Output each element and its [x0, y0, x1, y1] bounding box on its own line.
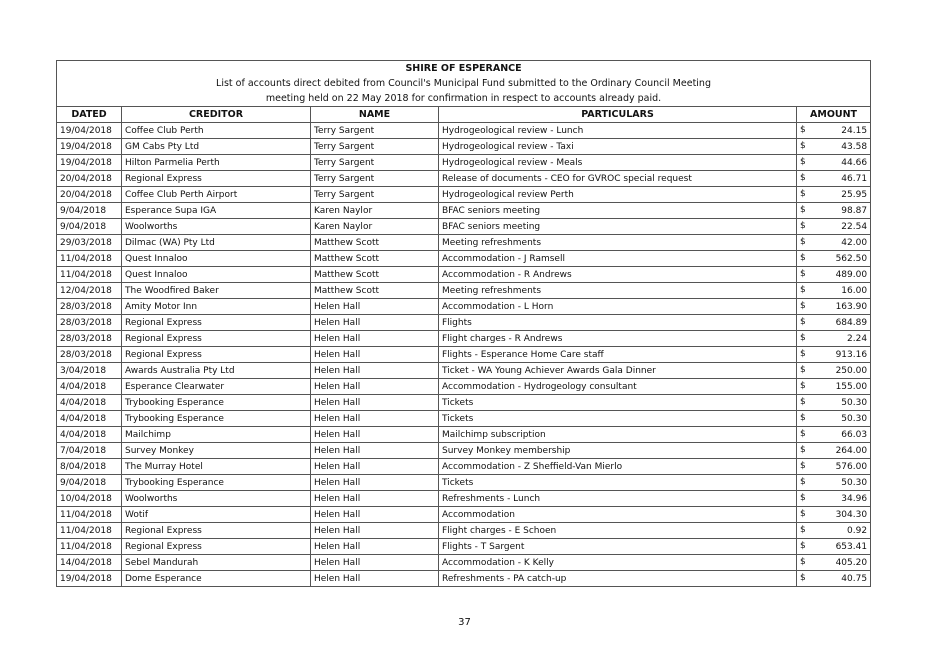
cell-name: Matthew Scott [311, 235, 439, 251]
cell-name: Helen Hall [311, 379, 439, 395]
amount-value: 489.00 [835, 269, 868, 280]
cell-amount [797, 315, 871, 331]
amount-value: 50.30 [841, 413, 868, 424]
cell-amount [797, 539, 871, 555]
cell-creditor: Esperance Clearwater [122, 379, 311, 395]
cell-creditor: Dome Esperance [122, 571, 311, 587]
currency-symbol: $ [800, 125, 806, 135]
cell-creditor: Regional Express [122, 331, 311, 347]
cell-name: Matthew Scott [311, 267, 439, 283]
amount-value: 250.00 [835, 365, 868, 376]
cell-particulars: Accommodation - K Kelly [439, 555, 797, 571]
cell-amount [797, 507, 871, 523]
currency-symbol: $ [800, 461, 806, 471]
cell-creditor: The Murray Hotel [122, 459, 311, 475]
table-row [57, 475, 871, 491]
table-row [57, 411, 871, 427]
table-row [57, 155, 871, 171]
cell-dated: 4/04/2018 [57, 411, 122, 427]
cell-name: Terry Sargent [311, 123, 439, 139]
cell-dated: 9/04/2018 [57, 219, 122, 235]
cell-name: Helen Hall [311, 395, 439, 411]
cell-creditor: Trybooking Esperance [122, 475, 311, 491]
currency-symbol: $ [800, 525, 806, 535]
table-row [57, 443, 871, 459]
cell-name: Helen Hall [311, 411, 439, 427]
cell-name: Helen Hall [311, 299, 439, 315]
amount-value: 50.30 [841, 477, 868, 488]
cell-particulars: Refreshments - PA catch-up [439, 571, 797, 587]
cell-dated: 19/04/2018 [57, 139, 122, 155]
cell-name: Terry Sargent [311, 187, 439, 203]
cell-dated: 9/04/2018 [57, 203, 122, 219]
cell-creditor: Regional Express [122, 539, 311, 555]
cell-particulars: Flights - Esperance Home Care staff [439, 347, 797, 363]
currency-symbol: $ [800, 397, 806, 407]
column-header-particulars: PARTICULARS [439, 107, 797, 123]
currency-symbol: $ [800, 349, 806, 359]
cell-creditor: Trybooking Esperance [122, 411, 311, 427]
cell-dated: 7/04/2018 [57, 443, 122, 459]
cell-creditor: Coffee Club Perth Airport [122, 187, 311, 203]
cell-particulars: Tickets [439, 395, 797, 411]
cell-name: Terry Sargent [311, 171, 439, 187]
cell-particulars: Tickets [439, 411, 797, 427]
cell-particulars: Accommodation - Z Sheffield-Van Mierlo [439, 459, 797, 475]
report-subtitle-line1: List of accounts direct debited from Council's Municipal Fund submitted to the Ordinary Council Meeting [57, 76, 871, 91]
cell-creditor: Wotif [122, 507, 311, 523]
cell-name: Karen Naylor [311, 219, 439, 235]
cell-name: Matthew Scott [311, 283, 439, 299]
table-row [57, 203, 871, 219]
cell-dated: 4/04/2018 [57, 395, 122, 411]
cell-creditor: Woolworths [122, 219, 311, 235]
column-header-amount: AMOUNT [797, 107, 871, 123]
cell-amount [797, 251, 871, 267]
cell-particulars: Mailchimp subscription [439, 427, 797, 443]
cell-amount [797, 155, 871, 171]
cell-creditor: Survey Monkey [122, 443, 311, 459]
cell-name: Helen Hall [311, 427, 439, 443]
cell-amount [797, 123, 871, 139]
currency-symbol: $ [800, 157, 806, 167]
cell-amount [797, 427, 871, 443]
cell-particulars: Refreshments - Lunch [439, 491, 797, 507]
currency-symbol: $ [800, 253, 806, 263]
column-header-name: NAME [311, 107, 439, 123]
currency-symbol: $ [800, 205, 806, 215]
cell-creditor: GM Cabs Pty Ltd [122, 139, 311, 155]
cell-creditor: Esperance Supa IGA [122, 203, 311, 219]
cell-particulars: Hydrogeological review Perth [439, 187, 797, 203]
cell-particulars: Accommodation - J Ramsell [439, 251, 797, 267]
column-header-row [57, 107, 871, 123]
cell-dated: 11/04/2018 [57, 267, 122, 283]
cell-particulars: Hydrogeological review - Lunch [439, 123, 797, 139]
amount-value: 16.00 [841, 285, 868, 296]
cell-dated: 28/03/2018 [57, 315, 122, 331]
cell-creditor: Awards Australia Pty Ltd [122, 363, 311, 379]
cell-amount [797, 411, 871, 427]
amount-value: 0.92 [847, 525, 868, 536]
amount-value: 44.66 [841, 157, 868, 168]
table-row [57, 395, 871, 411]
amount-value: 42.00 [841, 237, 868, 248]
cell-dated: 12/04/2018 [57, 283, 122, 299]
cell-name: Helen Hall [311, 571, 439, 587]
cell-particulars: Accommodation [439, 507, 797, 523]
cell-particulars: BFAC seniors meeting [439, 219, 797, 235]
cell-amount [797, 171, 871, 187]
cell-creditor: Dilmac (WA) Pty Ltd [122, 235, 311, 251]
cell-amount [797, 491, 871, 507]
cell-dated: 11/04/2018 [57, 539, 122, 555]
cell-particulars: BFAC seniors meeting [439, 203, 797, 219]
cell-dated: 19/04/2018 [57, 123, 122, 139]
currency-symbol: $ [800, 173, 806, 183]
currency-symbol: $ [800, 333, 806, 343]
cell-dated: 28/03/2018 [57, 331, 122, 347]
currency-symbol: $ [800, 557, 806, 567]
cell-dated: 20/04/2018 [57, 187, 122, 203]
cell-creditor: Mailchimp [122, 427, 311, 443]
cell-creditor: Amity Motor Inn [122, 299, 311, 315]
cell-particulars: Accommodation - Hydrogeology consultant [439, 379, 797, 395]
cell-particulars: Hydrogeological review - Taxi [439, 139, 797, 155]
cell-creditor: Regional Express [122, 347, 311, 363]
currency-symbol: $ [800, 189, 806, 199]
report-subtitle-line2: meeting held on 22 May 2018 for confirmation in respect to accounts already paid. [57, 91, 871, 107]
amount-value: 264.00 [835, 445, 868, 456]
currency-symbol: $ [800, 381, 806, 391]
cell-dated: 11/04/2018 [57, 507, 122, 523]
cell-amount [797, 187, 871, 203]
cell-name: Helen Hall [311, 491, 439, 507]
column-header-creditor: CREDITOR [122, 107, 311, 123]
currency-symbol: $ [800, 269, 806, 279]
cell-creditor: Quest Innaloo [122, 267, 311, 283]
cell-name: Helen Hall [311, 475, 439, 491]
accounts-table [56, 60, 871, 587]
cell-dated: 10/04/2018 [57, 491, 122, 507]
cell-dated: 29/03/2018 [57, 235, 122, 251]
report-title: SHIRE OF ESPERANCE [57, 61, 871, 77]
currency-symbol: $ [800, 237, 806, 247]
table-row [57, 219, 871, 235]
cell-dated: 20/04/2018 [57, 171, 122, 187]
cell-name: Helen Hall [311, 523, 439, 539]
cell-name: Helen Hall [311, 459, 439, 475]
cell-particulars: Ticket - WA Young Achiever Awards Gala Dinner [439, 363, 797, 379]
currency-symbol: $ [800, 141, 806, 151]
cell-creditor: Coffee Club Perth [122, 123, 311, 139]
table-row [57, 507, 871, 523]
amount-value: 66.03 [841, 429, 868, 440]
cell-name: Terry Sargent [311, 155, 439, 171]
currency-symbol: $ [800, 509, 806, 519]
table-row [57, 171, 871, 187]
cell-name: Helen Hall [311, 315, 439, 331]
cell-amount [797, 139, 871, 155]
cell-amount [797, 363, 871, 379]
cell-creditor: The Woodfired Baker [122, 283, 311, 299]
cell-dated: 4/04/2018 [57, 379, 122, 395]
currency-symbol: $ [800, 573, 806, 583]
currency-symbol: $ [800, 301, 806, 311]
cell-amount [797, 331, 871, 347]
cell-particulars: Release of documents - CEO for GVROC special request [439, 171, 797, 187]
amount-value: 24.15 [841, 125, 868, 136]
cell-dated: 19/04/2018 [57, 155, 122, 171]
cell-dated: 28/03/2018 [57, 299, 122, 315]
amount-value: 22.54 [841, 221, 868, 232]
currency-symbol: $ [800, 221, 806, 231]
table-row [57, 267, 871, 283]
currency-symbol: $ [800, 317, 806, 327]
cell-particulars: Accommodation - R Andrews [439, 267, 797, 283]
table-row [57, 331, 871, 347]
amount-value: 653.41 [835, 541, 868, 552]
currency-symbol: $ [800, 365, 806, 375]
table-row [57, 315, 871, 331]
table-row [57, 459, 871, 475]
amount-value: 46.71 [841, 173, 868, 184]
amount-value: 405.20 [835, 557, 868, 568]
amount-value: 155.00 [835, 381, 868, 392]
table-row [57, 491, 871, 507]
cell-particulars: Flight charges - R Andrews [439, 331, 797, 347]
amount-value: 684.89 [835, 317, 868, 328]
table-row [57, 347, 871, 363]
cell-amount [797, 395, 871, 411]
cell-name: Karen Naylor [311, 203, 439, 219]
table-row [57, 299, 871, 315]
amount-value: 34.96 [841, 493, 868, 504]
cell-particulars: Flights [439, 315, 797, 331]
amount-value: 304.30 [835, 509, 868, 520]
cell-name: Helen Hall [311, 443, 439, 459]
table-row [57, 283, 871, 299]
currency-symbol: $ [800, 493, 806, 503]
table-row [57, 555, 871, 571]
cell-particulars: Flights - T Sargent [439, 539, 797, 555]
page-number: 37 [458, 617, 471, 628]
amount-value: 43.58 [841, 141, 868, 152]
cell-creditor: Regional Express [122, 523, 311, 539]
cell-particulars: Hydrogeological review - Meals [439, 155, 797, 171]
cell-amount [797, 283, 871, 299]
table-row [57, 571, 871, 587]
cell-amount [797, 219, 871, 235]
table-row [57, 139, 871, 155]
cell-dated: 11/04/2018 [57, 251, 122, 267]
cell-particulars: Flight charges - E Schoen [439, 523, 797, 539]
amount-value: 25.95 [841, 189, 868, 200]
cell-name: Helen Hall [311, 331, 439, 347]
cell-creditor: Regional Express [122, 315, 311, 331]
column-header-dated: DATED [57, 107, 122, 123]
cell-particulars: Survey Monkey membership [439, 443, 797, 459]
cell-creditor: Hilton Parmelia Perth [122, 155, 311, 171]
cell-name: Helen Hall [311, 363, 439, 379]
table-row [57, 523, 871, 539]
table-row [57, 427, 871, 443]
currency-symbol: $ [800, 541, 806, 551]
cell-amount [797, 555, 871, 571]
currency-symbol: $ [800, 413, 806, 423]
cell-creditor: Sebel Mandurah [122, 555, 311, 571]
cell-amount [797, 299, 871, 315]
table-row [57, 379, 871, 395]
table-row [57, 123, 871, 139]
cell-amount [797, 379, 871, 395]
amount-value: 50.30 [841, 397, 868, 408]
cell-dated: 9/04/2018 [57, 475, 122, 491]
currency-symbol: $ [800, 445, 806, 455]
amount-value: 2.24 [847, 333, 868, 344]
cell-creditor: Regional Express [122, 171, 311, 187]
cell-particulars: Accommodation - L Horn [439, 299, 797, 315]
table-row [57, 251, 871, 267]
cell-dated: 19/04/2018 [57, 571, 122, 587]
cell-name: Terry Sargent [311, 139, 439, 155]
cell-name: Helen Hall [311, 347, 439, 363]
cell-name: Helen Hall [311, 507, 439, 523]
cell-creditor: Quest Innaloo [122, 251, 311, 267]
cell-amount [797, 523, 871, 539]
cell-dated: 8/04/2018 [57, 459, 122, 475]
cell-amount [797, 267, 871, 283]
cell-amount [797, 443, 871, 459]
amount-value: 913.16 [835, 349, 868, 360]
cell-amount [797, 475, 871, 491]
amount-value: 163.90 [835, 301, 868, 312]
amount-value: 562.50 [835, 253, 868, 264]
cell-creditor: Woolworths [122, 491, 311, 507]
cell-particulars: Tickets [439, 475, 797, 491]
currency-symbol: $ [800, 429, 806, 439]
currency-symbol: $ [800, 285, 806, 295]
cell-name: Helen Hall [311, 555, 439, 571]
cell-amount [797, 571, 871, 587]
cell-creditor: Trybooking Esperance [122, 395, 311, 411]
cell-particulars: Meeting refreshments [439, 235, 797, 251]
cell-amount [797, 235, 871, 251]
cell-amount [797, 203, 871, 219]
currency-symbol: $ [800, 477, 806, 487]
cell-dated: 28/03/2018 [57, 347, 122, 363]
table-row [57, 235, 871, 251]
cell-name: Matthew Scott [311, 251, 439, 267]
amount-value: 576.00 [835, 461, 868, 472]
amount-value: 40.75 [841, 573, 868, 584]
cell-name: Helen Hall [311, 539, 439, 555]
cell-particulars: Meeting refreshments [439, 283, 797, 299]
table-row [57, 187, 871, 203]
cell-dated: 3/04/2018 [57, 363, 122, 379]
cell-dated: 14/04/2018 [57, 555, 122, 571]
table-row [57, 539, 871, 555]
cell-amount [797, 347, 871, 363]
cell-amount [797, 459, 871, 475]
cell-dated: 4/04/2018 [57, 427, 122, 443]
cell-dated: 11/04/2018 [57, 523, 122, 539]
table-row [57, 363, 871, 379]
amount-value: 98.87 [841, 205, 868, 216]
